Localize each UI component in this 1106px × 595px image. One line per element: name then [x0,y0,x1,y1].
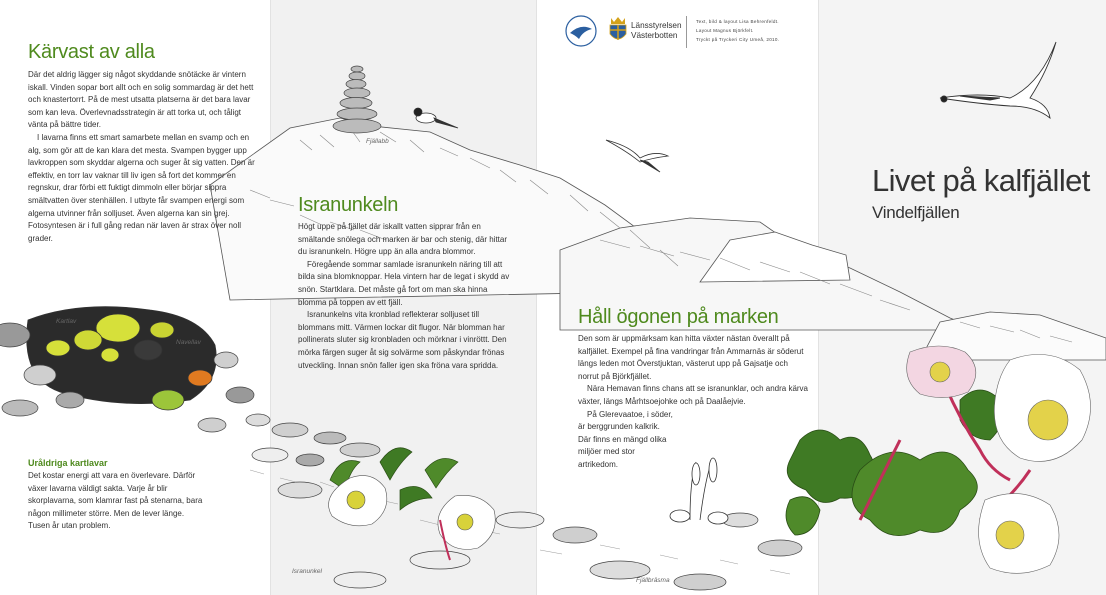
credit-line: Tryckt på Tryckeri City Umeå, 2010. [696,37,780,42]
brochure-title: Livet på kalfjället [872,163,1090,198]
label-fjallabb: Fjällabb [366,138,389,145]
publisher-name-line: Västerbotten [631,31,678,40]
paragraph: Högt uppe på fjället där iskallt vatten sipprar från en smältande snölega och marken är bar och stenig, där hittar du isranunkeln. Högre upp än alla andra blommor. [298,222,508,257]
section-body [28,69,260,245]
section-isranunkeln [298,193,516,372]
label-fjallbrasma: Fjällbräsma [636,577,670,584]
label-isranunkel: Isranunkel [292,568,322,575]
brochure-subtitle: Vindelfjällen [872,203,960,222]
flying-gull-icon [940,42,1056,118]
section-subheading: Uråldriga kartlavar [28,458,108,468]
cairn-icon [333,66,381,133]
publisher-name [631,21,682,41]
section-uraldriga [28,458,208,533]
crown-crest-icon [608,14,628,44]
credit-line: Text, bild & layout Lisa Behrenfeldt. [696,19,779,24]
label-kartlav: Kartlav [56,318,77,325]
section-heading: Håll ögonen på marken [578,306,779,328]
section-hall-ogonen [578,305,810,472]
publisher-name-line: Länsstyrelsen [631,21,682,30]
credits [696,17,779,44]
leaf-cluster [786,390,1003,536]
paragraph: Det kostar energi att vara en överlevare. Därför växer lavarna väldigt sakta. Varje år blir skorplavarna, som klamrar fast på stenarna, bara någon millimeter större. Men de lever länge. Tusen år utan problem. [28,471,203,531]
section-karvast [28,40,260,245]
section-body [578,333,810,472]
divider [686,16,687,48]
paragraph: Föregående sommar samlade isranunkeln näring till att bilda sina blomknoppar. Hela vintern har de legat i skydd av snön. Startklara. Det måste gå fort om man ska hinna blomma på toppen av ett fjäll. [298,259,510,307]
paragraph: Där det aldrig lägger sig något skyddande snötäcke är vintern iskall. Vinden sopar bort allt och en solig sommardag är det hett och knastertorrt. På de mest utsatta platserna är det bara lavar som kan leva. Överlevnadsstrategin är att torka ut, och tåligt vänta på bättre tider. [28,70,254,130]
paragraph: Isranunkelns vita kronblad reflekterar solljuset till blommans mitt. Värmen lockar dit flugor. När blomman har pollinerats sluter sig kronbladen och mörknar i vinröttt. Den mörka färgen suger åt sig solvärme som påskyndar frönas utveckling. Innan snön faller igen ska fröna vara spridda. [298,310,507,370]
bird-logo-icon [565,15,597,47]
paragraph: I lavarna finns ett smart samarbete mellan en svamp och en alg, som gör att de kan klara det mesta. Svampen bygger upp lavkroppen som skyddar algerna och suger åt sig vatten. Den är effektiv, en torr lav vaknar till liv igen så fort det kommer en regnskur, drar förbi ett fuktigt dimmoln eller börjar sippra smältvatten över stenhällen. I utbyte får svampen energi som algerna utvinner från solljuset. Även algerna kan sin grej. Fotosyntesen är i full gång redan när laven är strax över noll grader. [28,132,255,243]
paragraph: På Glerevaatoe, i söder, är berggrunden kalkrik. Där finns en mängd olika miljöer med stor artrikedom. [578,409,673,469]
section-heading: Isranunkeln [298,194,399,216]
label-navellav: Navellav [176,339,201,346]
flying-tern-icon [606,140,668,172]
credit-line: Layout Magnus Björkfelt. [696,28,754,33]
section-body [298,221,516,372]
paragraph: Nära Hemavan finns chans att se isranunklar, och andra kärva växter, längs Mårhtsoejohke och på Daalåejvie. [578,384,809,406]
perched-bird-icon [414,108,458,128]
paragraph: Den som är uppmärksam kan hitta växter nästan överallt på kalfjället. Exempel på fina vandringar från Ammarnäs är söderut längs leden mot Överstjuktan, västerut upp på Gajsatje och norrut på Björkfjället. [578,334,804,381]
section-heading: Kärvast av alla [28,41,155,63]
section-body [28,470,208,533]
